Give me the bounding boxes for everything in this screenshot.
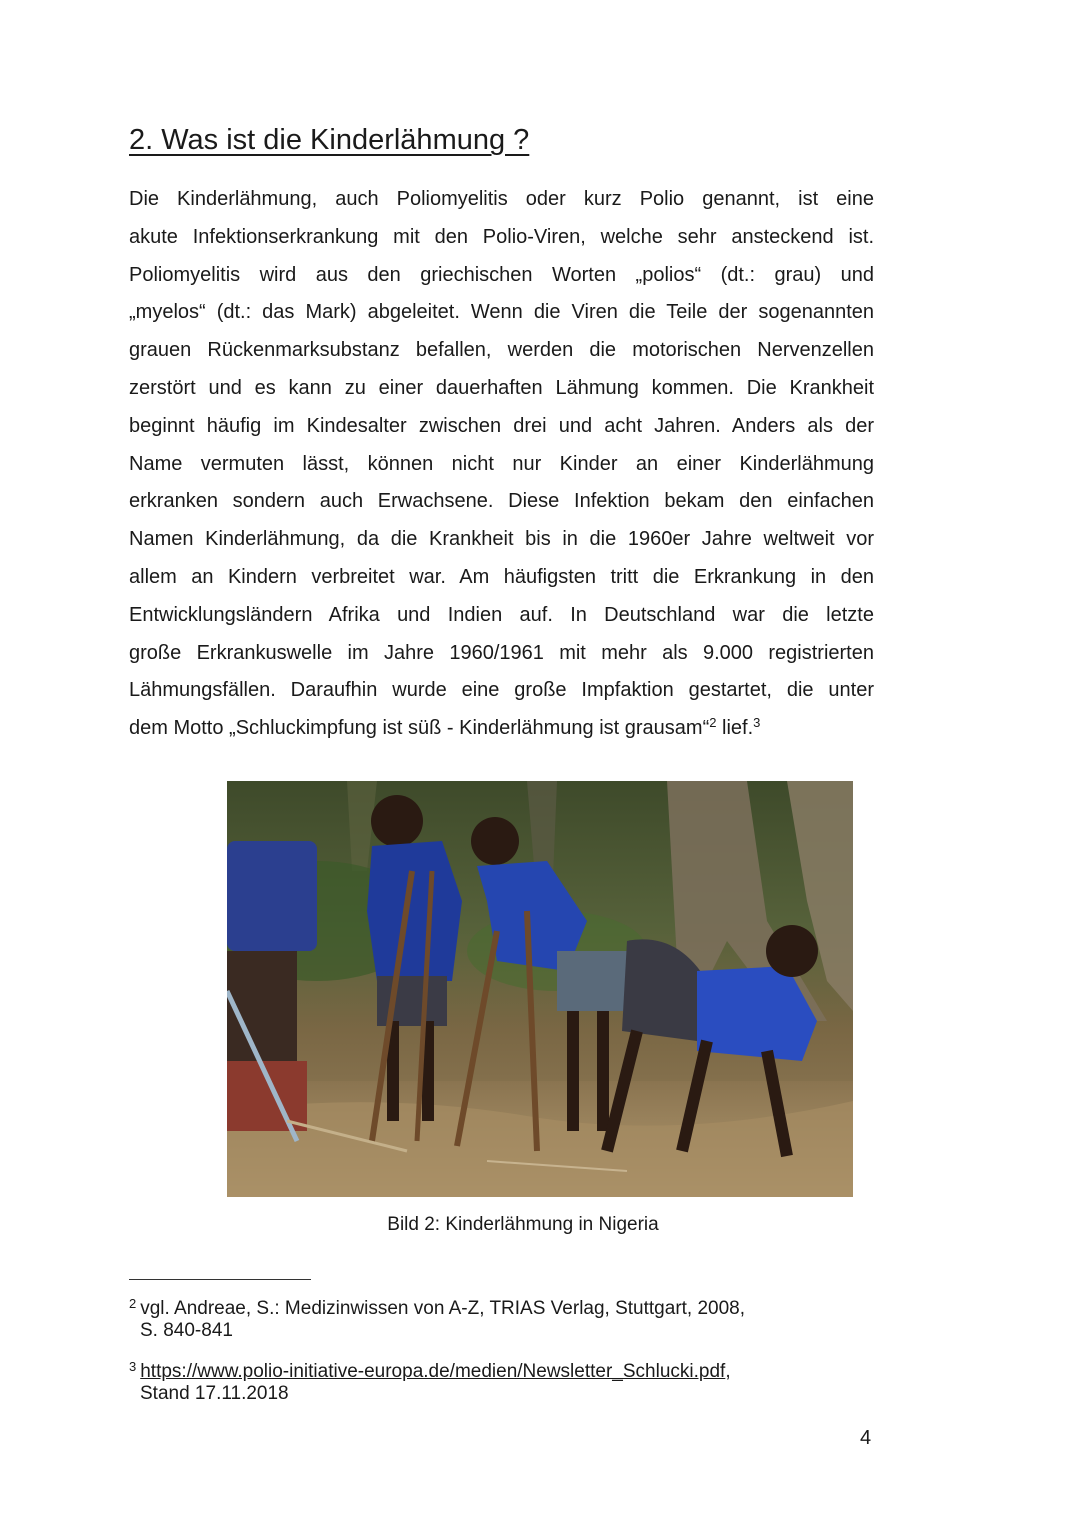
paragraph-line bbox=[129, 181, 874, 219]
footnote-3 bbox=[129, 1356, 731, 1405]
paragraph-line bbox=[129, 521, 874, 559]
paragraph-line-text: allem an Kindern verbreitet war. Am häufigsten tritt die Erkrankung in den bbox=[129, 565, 874, 588]
polio-children-photo bbox=[227, 781, 853, 1197]
section-heading: 2. Was ist die Kinderlähmung ? bbox=[129, 124, 530, 156]
paragraph-line bbox=[129, 446, 874, 484]
paragraph-line bbox=[129, 408, 874, 446]
footnote-text-continued: S. 840-841 bbox=[140, 1320, 233, 1341]
paragraph-line-text: Lähmungsfällen. Daraufhin wurde eine große Impfaktion gestartet, die unter bbox=[129, 679, 874, 702]
paragraph-line-text: große Erkrankuswelle im Jahre 1960/1961 mit mehr als 9.000 registrierten bbox=[129, 641, 874, 664]
footnote-separator bbox=[129, 1279, 311, 1280]
footnote-text-continued: Stand 17.11.2018 bbox=[140, 1383, 289, 1404]
paragraph-line-text: akute Infektionserkrankung mit den Polio-Viren, welche sehr ansteckend ist. bbox=[129, 225, 874, 248]
body-paragraph bbox=[129, 181, 874, 748]
paragraph-line-text: beginnt häufig im Kindesalter zwischen drei und acht Jahren. Anders als der bbox=[129, 414, 874, 437]
footnote-2 bbox=[129, 1293, 745, 1342]
paragraph-line bbox=[129, 219, 874, 257]
paragraph-last-line-text: dem Motto „Schluckimpfung ist süß - Kinderlähmung ist grausam“ bbox=[129, 717, 710, 740]
paragraph-last-line bbox=[129, 710, 874, 748]
paragraph-line-text: grauen Rückenmarksubstanz befallen, werden die motorischen Nervenzellen bbox=[129, 339, 874, 362]
paragraph-line-text bbox=[129, 710, 874, 748]
paragraph-line-text: Poliomyelitis wird aus den griechischen Worten „polios“ (dt.: grau) und bbox=[129, 263, 874, 286]
paragraph-line bbox=[129, 370, 874, 408]
paragraph-line-text: Namen Kinderlähmung, da die Krankheit bis in die 1960er Jahre weltweit vor bbox=[129, 528, 874, 551]
footnote-link-comma: , bbox=[725, 1361, 731, 1382]
paragraph-line-text: Die Kinderlähmung, auch Poliomyelitis oder kurz Polio genannt, ist eine bbox=[129, 188, 874, 210]
paragraph-line bbox=[129, 257, 874, 295]
footnote-ref-3[interactable]: 3 bbox=[753, 715, 761, 731]
paragraph-line bbox=[129, 672, 874, 710]
figure-caption: Bild 2: Kinderlähmung in Nigeria bbox=[387, 1214, 659, 1235]
paragraph-line bbox=[129, 559, 874, 597]
paragraph-line-text: erkranken sondern auch Erwachsene. Diese Infektion bekam den einfachen bbox=[129, 490, 874, 513]
footnote-number: 2 bbox=[129, 1296, 137, 1311]
paragraph-line-text: zerstört und es kann zu einer dauerhaften Lähmung kommen. Die Krankheit bbox=[129, 376, 874, 399]
paragraph-line-text: Name vermuten lässt, können nicht nur Kinder an einer Kinderlähmung bbox=[129, 452, 874, 475]
footnote-text: vgl. Andreae, S.: Medizinwissen von A-Z, TRIAS Verlag, Stuttgart, 2008, bbox=[140, 1298, 746, 1319]
paragraph-line-text: Entwicklungsländern Afrika und Indien auf. In Deutschland war die letzte bbox=[129, 603, 874, 626]
paragraph-last-line-end: lief. bbox=[716, 717, 754, 740]
footnote-ref-2[interactable]: 2 bbox=[709, 715, 717, 731]
footnote-number: 3 bbox=[129, 1359, 137, 1374]
paragraph-line-text: „myelos“ (dt.: das Mark) abgeleitet. Wenn die Viren die Teile der sogenannten bbox=[129, 301, 874, 324]
paragraph-line bbox=[129, 597, 874, 635]
paragraph-line bbox=[129, 483, 874, 521]
paragraph-line bbox=[129, 635, 874, 673]
paragraph-line bbox=[129, 294, 874, 332]
page-number: 4 bbox=[860, 1427, 872, 1449]
paragraph-line bbox=[129, 332, 874, 370]
footnote-link[interactable]: https://www.polio-initiative-europa.de/medien/Newsletter_Schlucki.pdf bbox=[140, 1361, 726, 1382]
